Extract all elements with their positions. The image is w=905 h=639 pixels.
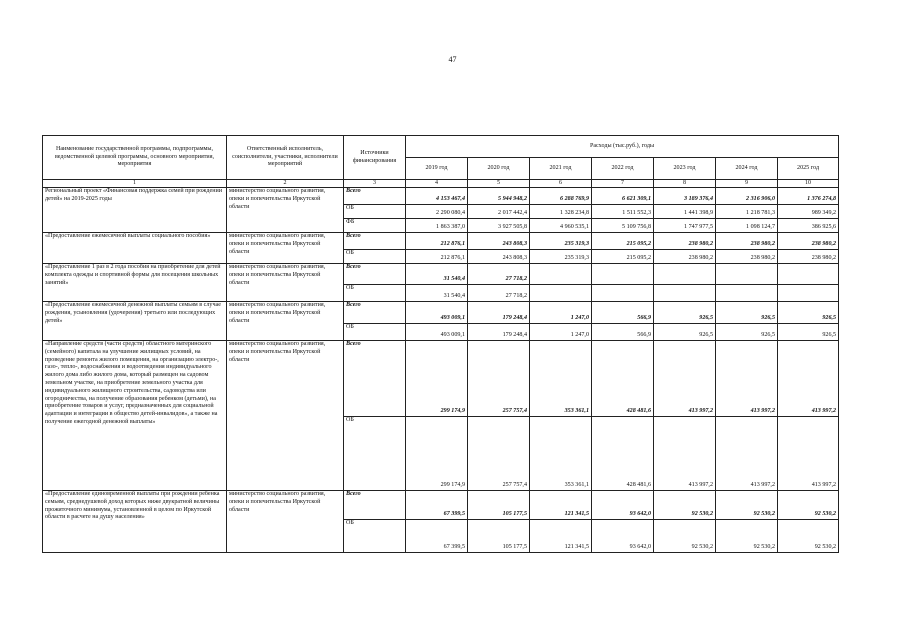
expense-value: 413 997,2 <box>716 417 778 491</box>
expense-value: 238 980,2 <box>654 250 716 264</box>
expense-value: 386 925,6 <box>778 219 839 233</box>
expense-value: 6 621 309,1 <box>592 188 654 205</box>
budget-table <box>42 135 839 553</box>
expense-value: 212 876,1 <box>406 233 468 250</box>
expense-value: 3 927 505,8 <box>468 219 530 233</box>
expense-value: 212 876,1 <box>406 250 468 264</box>
expense-value: 428 481,6 <box>592 341 654 417</box>
funding-source: Всего <box>344 264 406 285</box>
expense-value: 179 248,4 <box>468 302 530 324</box>
table-row <box>43 233 839 250</box>
funding-source: ФБ <box>344 219 406 233</box>
expense-value: 31 540,4 <box>406 285 468 302</box>
expense-value <box>716 285 778 302</box>
responsible-executor: министерство социального развития, опеки и попечительства Иркутской области <box>227 264 344 302</box>
expense-value: 257 757,4 <box>468 341 530 417</box>
expense-value: 93 642,0 <box>592 520 654 553</box>
table-row <box>43 341 839 417</box>
expense-value: 215 095,2 <box>592 233 654 250</box>
funding-source: Всего <box>344 341 406 417</box>
expense-value: 353 361,1 <box>530 341 592 417</box>
expense-value: 6 288 769,9 <box>530 188 592 205</box>
expense-value: 926,5 <box>654 324 716 341</box>
responsible-executor: министерство социального развития, опеки и попечительства Иркутской области <box>227 341 344 491</box>
expense-value: 67 399,5 <box>406 491 468 520</box>
header-name: Наименование государственной программы, подпрограммы, ведомственной целевой программы, основного мероприятия, мероприятия <box>43 136 227 180</box>
expense-value: 4 153 467,4 <box>406 188 468 205</box>
expense-value: 413 997,2 <box>654 417 716 491</box>
funding-source: ОБ <box>344 417 406 491</box>
header-year: 2025 год <box>778 158 839 180</box>
expense-value <box>654 285 716 302</box>
column-number: 2 <box>227 180 344 188</box>
expense-value <box>778 264 839 285</box>
page-number: 47 <box>448 55 457 64</box>
expense-value: 299 174,9 <box>406 341 468 417</box>
table-row <box>43 264 839 285</box>
expense-value: 413 997,2 <box>716 341 778 417</box>
expense-value: 1 247,0 <box>530 324 592 341</box>
expense-value: 566,9 <box>592 302 654 324</box>
expense-value <box>778 285 839 302</box>
table-row <box>43 188 839 205</box>
expense-value: 92 530,2 <box>778 491 839 520</box>
expense-value: 926,5 <box>654 302 716 324</box>
funding-source: Всего <box>344 188 406 205</box>
expense-value <box>654 264 716 285</box>
header-year: 2019 год <box>406 158 468 180</box>
expense-value <box>530 285 592 302</box>
funding-source: ОБ <box>344 205 406 219</box>
expense-value: 235 319,3 <box>530 250 592 264</box>
column-number: 7 <box>592 180 654 188</box>
table-row <box>43 491 839 520</box>
expense-value: 926,5 <box>716 324 778 341</box>
budget-table-body <box>43 188 839 553</box>
funding-source: Всего <box>344 302 406 324</box>
column-number: 8 <box>654 180 716 188</box>
expense-value: 1 098 124,7 <box>716 219 778 233</box>
expense-value: 4 960 535,1 <box>530 219 592 233</box>
header-year: 2021 год <box>530 158 592 180</box>
expense-value: 238 980,2 <box>778 250 839 264</box>
funding-source: ОБ <box>344 285 406 302</box>
expense-value: 93 642,0 <box>592 491 654 520</box>
header-year: 2023 год <box>654 158 716 180</box>
expense-value <box>592 264 654 285</box>
expense-value <box>530 264 592 285</box>
expense-value: 2 290 080,4 <box>406 205 468 219</box>
funding-source: ОБ <box>344 250 406 264</box>
expense-value: 3 189 376,4 <box>654 188 716 205</box>
expense-value: 105 177,5 <box>468 520 530 553</box>
expense-value: 238 980,2 <box>716 250 778 264</box>
expense-value: 67 399,5 <box>406 520 468 553</box>
responsible-executor: министерство социального развития, опеки и попечительства Иркутской области <box>227 491 344 553</box>
expense-value: 179 248,4 <box>468 324 530 341</box>
funding-source: Всего <box>344 233 406 250</box>
expense-value: 238 980,2 <box>716 233 778 250</box>
expense-value <box>716 264 778 285</box>
expense-value: 353 361,1 <box>530 417 592 491</box>
funding-source: ОБ <box>344 324 406 341</box>
responsible-executor: министерство социального развития, опеки и попечительства Иркутской области <box>227 233 344 264</box>
expense-value: 243 808,3 <box>468 250 530 264</box>
header-expenses: Расходы (тыс.руб.), годы <box>406 136 839 158</box>
column-number: 9 <box>716 180 778 188</box>
expense-value: 243 808,3 <box>468 233 530 250</box>
column-number: 3 <box>344 180 406 188</box>
expense-value: 413 997,2 <box>778 417 839 491</box>
expense-value: 238 980,2 <box>778 233 839 250</box>
expense-value: 428 481,6 <box>592 417 654 491</box>
responsible-executor: министерство социального развития, опеки и попечительства Иркутской области <box>227 188 344 233</box>
header-source: Источники финансирования <box>344 136 406 180</box>
funding-source: Всего <box>344 491 406 520</box>
expense-value: 926,5 <box>716 302 778 324</box>
expense-value: 92 530,2 <box>654 520 716 553</box>
column-number: 1 <box>43 180 227 188</box>
expense-value: 2 017 442,4 <box>468 205 530 219</box>
expense-value <box>592 285 654 302</box>
expense-value: 1 328 234,8 <box>530 205 592 219</box>
expense-value: 1 747 977,5 <box>654 219 716 233</box>
expense-value: 257 757,4 <box>468 417 530 491</box>
expense-value: 238 980,2 <box>654 233 716 250</box>
expense-value: 121 341,5 <box>530 491 592 520</box>
expense-value: 5 109 756,8 <box>592 219 654 233</box>
program-name: «Предоставление единовременной выплаты при рождении ребенка семьям, среднедушевой доход которых ниже двукратной величины прожиточного минимума, установленной в целом по Иркутской области в расчете на душу населения» <box>43 491 227 553</box>
program-name: «Предоставление ежемесячной выплаты социального пособия» <box>43 233 227 264</box>
expense-value: 1 863 387,0 <box>406 219 468 233</box>
expense-value: 1 376 274,8 <box>778 188 839 205</box>
header-year: 2022 год <box>592 158 654 180</box>
expense-value: 926,5 <box>778 302 839 324</box>
header-executor: Ответственный исполнитель, соисполнители, участники, исполнители мероприятий <box>227 136 344 180</box>
expense-value: 493 009,1 <box>406 324 468 341</box>
column-number: 5 <box>468 180 530 188</box>
expense-value: 235 319,3 <box>530 233 592 250</box>
expense-value: 493 009,1 <box>406 302 468 324</box>
expense-value: 5 944 948,2 <box>468 188 530 205</box>
program-name: Региональный проект «Финансовая поддержка семей при рождении детей» на 2019-2025 годы <box>43 188 227 233</box>
header-year: 2024 год <box>716 158 778 180</box>
expense-value: 413 997,2 <box>654 341 716 417</box>
responsible-executor: министерство социального развития, опеки и попечительства Иркутской области <box>227 302 344 341</box>
expense-value: 92 530,2 <box>654 491 716 520</box>
expense-value: 1 511 552,3 <box>592 205 654 219</box>
expense-value: 926,5 <box>778 324 839 341</box>
program-name: «Направление средств (части средств) областного материнского (семейного) капитала на улучшение жилищных условий, на проведение ремонта жилого помещения, на организацию электро-, газо-, тепло-, водоснабжения и водоотведения индивидуального жилого дома либо жилого дома, который размещен на садовом земельном участке, на приобретение земельного участка для индивидуального жилищного строительства, садоводства или огородничества, на получение образования ребенком (детьми), на приобретение товаров и услуг, предназначенных для социальной адаптации и интеграции в общество детей-инвалидов», а также на получение ежегодной денежной выплаты» <box>43 341 227 491</box>
header-year: 2020 год <box>468 158 530 180</box>
expense-value: 1 218 781,3 <box>716 205 778 219</box>
expense-value: 1 441 398,9 <box>654 205 716 219</box>
expense-value: 27 718,2 <box>468 285 530 302</box>
expense-value: 989 349,2 <box>778 205 839 219</box>
column-number: 10 <box>778 180 839 188</box>
table-row <box>43 302 839 324</box>
expense-value: 92 530,2 <box>716 520 778 553</box>
column-number: 6 <box>530 180 592 188</box>
program-name: «Предоставление ежемесячной денежной выплаты семьям в случае рождения, усыновления (удочерения) третьего или последующих детей» <box>43 302 227 341</box>
expense-value: 2 316 906,0 <box>716 188 778 205</box>
expense-value: 121 341,5 <box>530 520 592 553</box>
expense-value: 105 177,5 <box>468 491 530 520</box>
expense-value: 92 530,2 <box>778 520 839 553</box>
expense-value: 27 718,2 <box>468 264 530 285</box>
expense-value: 31 540,4 <box>406 264 468 285</box>
column-number: 4 <box>406 180 468 188</box>
expense-value: 1 247,0 <box>530 302 592 324</box>
program-name: «Предоставление 1 раз в 2 года пособия на приобретение для детей комплекта одежды и спортивной формы для посещения школьных занятий» <box>43 264 227 302</box>
expense-value: 299 174,9 <box>406 417 468 491</box>
expense-value: 566,9 <box>592 324 654 341</box>
funding-source: ОБ <box>344 520 406 553</box>
expense-value: 215 095,2 <box>592 250 654 264</box>
expense-value: 413 997,2 <box>778 341 839 417</box>
expense-value: 92 530,2 <box>716 491 778 520</box>
